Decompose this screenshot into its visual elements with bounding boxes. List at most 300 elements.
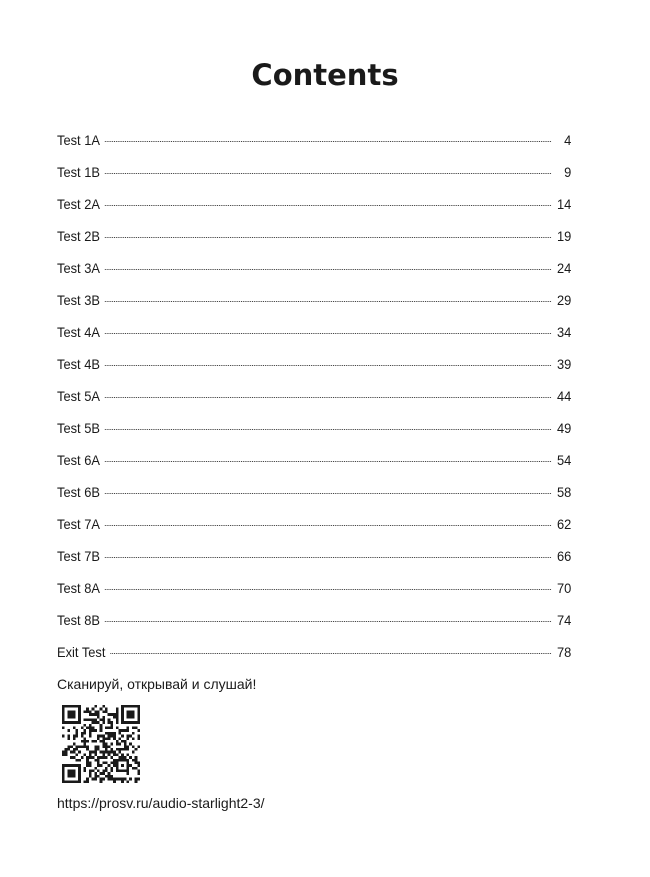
qr-module xyxy=(105,727,108,730)
dot-leader xyxy=(105,301,551,302)
qr-module xyxy=(84,753,87,756)
qr-module xyxy=(116,748,119,751)
qr-module xyxy=(89,724,92,727)
table-of-contents xyxy=(57,131,571,675)
qr-module xyxy=(78,751,81,754)
qr-module xyxy=(110,767,113,770)
qr-module xyxy=(127,713,130,716)
qr-module xyxy=(70,780,73,783)
qr-module xyxy=(105,751,108,754)
qr-module xyxy=(102,772,105,775)
qr-module xyxy=(110,713,113,716)
qr-module xyxy=(78,705,81,708)
qr-module xyxy=(92,729,95,732)
qr-module xyxy=(124,729,127,732)
qr-module xyxy=(137,713,140,716)
qr-module xyxy=(129,705,132,708)
qr-module xyxy=(70,772,73,775)
qr-module xyxy=(78,708,81,711)
toc-entry-label: Test 8A xyxy=(57,580,100,596)
qr-module xyxy=(102,770,105,773)
toc-entry-label: Exit Test xyxy=(57,644,106,660)
qr-module xyxy=(75,759,78,762)
toc-entry-label: Test 7B xyxy=(57,548,100,564)
qr-module xyxy=(100,727,103,730)
qr-module xyxy=(67,729,70,732)
qr-module xyxy=(78,767,81,770)
qr-module xyxy=(102,705,105,708)
qr-module xyxy=(127,721,130,724)
qr-module xyxy=(73,772,76,775)
qr-module xyxy=(118,759,121,762)
qr-module xyxy=(70,705,73,708)
qr-module xyxy=(81,756,84,759)
qr-module xyxy=(105,756,108,759)
qr-module xyxy=(73,727,76,730)
toc-entry-label: Test 1A xyxy=(57,132,100,148)
qr-module xyxy=(121,710,124,713)
qr-module xyxy=(89,729,92,732)
toc-entry[interactable] xyxy=(57,259,571,291)
qr-module xyxy=(65,764,68,767)
qr-module xyxy=(116,713,119,716)
qr-module xyxy=(89,756,92,759)
qr-module xyxy=(124,759,127,762)
qr-module xyxy=(113,732,116,735)
qr-module xyxy=(67,764,70,767)
qr-module xyxy=(127,780,130,783)
qr-module xyxy=(92,708,95,711)
toc-entry[interactable] xyxy=(57,483,571,515)
qr-module xyxy=(118,751,121,754)
qr-module xyxy=(102,778,105,781)
qr-module xyxy=(108,727,111,730)
qr-module xyxy=(86,756,89,759)
qr-module xyxy=(67,737,70,740)
qr-module xyxy=(132,737,135,740)
qr-module xyxy=(121,770,124,773)
qr-module xyxy=(110,721,113,724)
qr-module xyxy=(94,751,97,754)
qr-module xyxy=(100,718,103,721)
qr-module xyxy=(67,716,70,719)
qr-module xyxy=(65,721,68,724)
qr-module xyxy=(62,770,65,773)
toc-entry-label: Test 4B xyxy=(57,356,100,372)
qr-module xyxy=(78,718,81,721)
qr-module xyxy=(65,753,68,756)
qr-module xyxy=(86,780,89,783)
qr-module xyxy=(124,705,127,708)
qr-module xyxy=(108,775,111,778)
qr-module xyxy=(137,710,140,713)
qr-module xyxy=(65,751,68,754)
qr-module xyxy=(70,745,73,748)
qr-module xyxy=(108,745,111,748)
qr-module xyxy=(62,716,65,719)
qr-module xyxy=(137,708,140,711)
qr-module xyxy=(105,732,108,735)
qr-module xyxy=(116,770,119,773)
toc-entry-page: 14 xyxy=(556,196,572,212)
qr-module xyxy=(132,713,135,716)
dot-leader xyxy=(105,269,551,270)
dot-leader xyxy=(105,621,551,622)
qr-module xyxy=(67,770,70,773)
qr-module xyxy=(127,705,130,708)
qr-module xyxy=(73,751,76,754)
toc-entry[interactable] xyxy=(57,355,571,387)
qr-module xyxy=(73,705,76,708)
toc-entry[interactable] xyxy=(57,323,571,355)
qr-module xyxy=(108,772,111,775)
qr-module xyxy=(118,756,121,759)
toc-entry[interactable] xyxy=(57,163,571,195)
qr-module xyxy=(118,737,121,740)
qr-module xyxy=(67,748,70,751)
qr-module xyxy=(84,710,87,713)
qr-module xyxy=(78,775,81,778)
qr-module xyxy=(89,772,92,775)
qr-module xyxy=(84,724,87,727)
qr-module xyxy=(78,710,81,713)
qr-module xyxy=(100,735,103,738)
qr-module xyxy=(135,780,138,783)
qr-module xyxy=(137,729,140,732)
qr-module xyxy=(75,780,78,783)
audio-link[interactable]: https://prosv.ru/audio-starlight2-3/ xyxy=(57,795,265,811)
toc-entry-label: Test 2A xyxy=(57,196,100,212)
toc-entry[interactable] xyxy=(57,195,571,227)
toc-entry-label: Test 8B xyxy=(57,612,100,628)
toc-entry[interactable] xyxy=(57,579,571,611)
qr-module xyxy=(62,705,65,708)
qr-module xyxy=(110,775,113,778)
qr-module xyxy=(92,718,95,721)
qr-module xyxy=(113,713,116,716)
qr-module xyxy=(75,729,78,732)
qr-module xyxy=(94,745,97,748)
qr-module xyxy=(121,708,124,711)
qr-module xyxy=(108,721,111,724)
qr-module xyxy=(124,770,127,773)
qr-module xyxy=(84,780,87,783)
qr-module xyxy=(105,767,108,770)
qr-module xyxy=(100,780,103,783)
qr-module xyxy=(78,713,81,716)
qr-module xyxy=(110,735,113,738)
qr-module xyxy=(67,710,70,713)
qr-module xyxy=(89,764,92,767)
qr-module xyxy=(127,748,130,751)
qr-module xyxy=(100,772,103,775)
qr-module xyxy=(70,721,73,724)
qr-module xyxy=(62,764,65,767)
qr-module xyxy=(92,756,95,759)
dot-leader xyxy=(105,173,551,174)
qr-module xyxy=(81,735,84,738)
toc-entry-page: 62 xyxy=(556,516,572,532)
dot-leader xyxy=(105,429,551,430)
toc-entry-label: Test 7A xyxy=(57,516,100,532)
qr-module xyxy=(75,705,78,708)
qr-module xyxy=(129,721,132,724)
qr-module xyxy=(67,772,70,775)
toc-entry-page: 66 xyxy=(556,548,572,564)
qr-module xyxy=(89,775,92,778)
toc-entry[interactable] xyxy=(57,387,571,419)
qr-module xyxy=(78,770,81,773)
qr-module xyxy=(92,721,95,724)
qr-module xyxy=(105,708,108,711)
qr-module xyxy=(86,748,89,751)
qr-module xyxy=(127,729,130,732)
qr-module xyxy=(89,727,92,730)
qr-module xyxy=(129,756,132,759)
qr-module xyxy=(78,778,81,781)
qr-module xyxy=(121,748,124,751)
qr-module xyxy=(124,745,127,748)
toc-entry[interactable] xyxy=(57,547,571,579)
dot-leader xyxy=(105,237,551,238)
qr-module xyxy=(110,756,113,759)
qr-module xyxy=(121,735,124,738)
qr-module xyxy=(105,748,108,751)
qr-module xyxy=(94,710,97,713)
qr-module xyxy=(127,710,130,713)
qr-module xyxy=(97,737,100,740)
qr-module xyxy=(70,710,73,713)
toc-entry-label: Test 1B xyxy=(57,164,100,180)
page-title: Contents xyxy=(251,58,399,92)
qr-module xyxy=(84,740,87,743)
qr-module xyxy=(116,761,119,764)
qr-module xyxy=(116,743,119,746)
qr-module xyxy=(78,764,81,767)
toc-entry-page: 9 xyxy=(564,164,572,180)
qr-module xyxy=(132,751,135,754)
toc-entry[interactable] xyxy=(57,611,571,643)
qr-module xyxy=(97,716,100,719)
qr-module xyxy=(94,705,97,708)
qr-module xyxy=(92,751,95,754)
qr-module xyxy=(65,705,68,708)
dot-leader xyxy=(105,557,551,558)
qr-module xyxy=(89,753,92,756)
qr-module xyxy=(67,713,70,716)
qr-module xyxy=(70,775,73,778)
qr-module xyxy=(100,764,103,767)
qr-module xyxy=(135,761,138,764)
qr-module xyxy=(94,767,97,770)
qr-module xyxy=(121,764,124,767)
qr-module xyxy=(108,764,111,767)
qr-module xyxy=(97,721,100,724)
qr-module xyxy=(75,748,78,751)
qr-module xyxy=(121,753,124,756)
qr-module xyxy=(75,745,78,748)
qr-module xyxy=(89,718,92,721)
scan-caption: Сканируй, открывай и слушай! xyxy=(57,676,257,692)
qr-module xyxy=(129,713,132,716)
qr-module xyxy=(121,705,124,708)
qr-module xyxy=(94,721,97,724)
qr-module xyxy=(97,735,100,738)
qr-module xyxy=(97,764,100,767)
dot-leader xyxy=(105,205,551,206)
qr-module xyxy=(62,710,65,713)
qr-module xyxy=(129,710,132,713)
toc-entry-label: Test 5B xyxy=(57,420,100,436)
qr-module xyxy=(116,708,119,711)
qr-module xyxy=(94,778,97,781)
qr-module xyxy=(102,721,105,724)
qr-module xyxy=(105,737,108,740)
qr-module xyxy=(62,775,65,778)
qr-module xyxy=(62,780,65,783)
toc-entry-page: 70 xyxy=(556,580,572,596)
qr-module xyxy=(73,770,76,773)
toc-entry[interactable] xyxy=(57,515,571,547)
dot-leader xyxy=(105,525,551,526)
qr-module xyxy=(137,735,140,738)
qr-module xyxy=(62,735,65,738)
qr-module xyxy=(89,751,92,754)
qr-module xyxy=(78,745,81,748)
qr-module xyxy=(73,716,76,719)
qr-module xyxy=(86,708,89,711)
qr-module xyxy=(116,759,119,762)
toc-entry[interactable] xyxy=(57,291,571,323)
qr-module xyxy=(81,745,84,748)
qr-module xyxy=(100,724,103,727)
qr-module xyxy=(135,721,138,724)
qr-module xyxy=(89,732,92,735)
qr-module xyxy=(127,745,130,748)
qr-module xyxy=(89,770,92,773)
qr-module xyxy=(110,727,113,730)
qr-module xyxy=(127,764,130,767)
toc-entry-page: 78 xyxy=(556,644,572,660)
qr-module xyxy=(92,713,95,716)
qr-module xyxy=(94,740,97,743)
toc-entry[interactable] xyxy=(57,451,571,483)
qr-module xyxy=(73,775,76,778)
qr-module xyxy=(127,716,130,719)
qr-module xyxy=(113,759,116,762)
qr-module xyxy=(86,764,89,767)
qr-module xyxy=(121,718,124,721)
qr-module xyxy=(62,751,65,754)
qr-module xyxy=(116,718,119,721)
qr-module xyxy=(118,770,121,773)
qr-module xyxy=(110,748,113,751)
qr-module xyxy=(116,753,119,756)
qr-module xyxy=(100,740,103,743)
qr-module xyxy=(137,745,140,748)
qr-module xyxy=(108,732,111,735)
qr-module xyxy=(75,735,78,738)
toc-entry-label: Test 3A xyxy=(57,260,100,276)
qr-module xyxy=(132,716,135,719)
qr-module xyxy=(121,756,124,759)
qr-module xyxy=(116,727,119,730)
qr-module xyxy=(121,759,124,762)
qr-module xyxy=(102,751,105,754)
qr-module xyxy=(127,735,130,738)
qr-module xyxy=(132,767,135,770)
qr-module xyxy=(105,775,108,778)
qr-module xyxy=(89,710,92,713)
qr-module xyxy=(121,740,124,743)
qr-module xyxy=(113,735,116,738)
qr-module xyxy=(135,756,138,759)
dot-leader xyxy=(105,333,551,334)
qr-module xyxy=(110,724,113,727)
qr-module xyxy=(121,780,124,783)
qr-module xyxy=(116,721,119,724)
toc-entry[interactable] xyxy=(57,227,571,259)
qr-module xyxy=(129,716,132,719)
qr-module xyxy=(137,721,140,724)
qr-module xyxy=(127,770,130,773)
qr-module xyxy=(73,713,76,716)
qr-module xyxy=(137,716,140,719)
qr-module xyxy=(65,748,68,751)
qr-module xyxy=(97,756,100,759)
qr-module xyxy=(92,778,95,781)
qr-module xyxy=(86,761,89,764)
dot-leader xyxy=(105,397,551,398)
toc-entry[interactable] xyxy=(57,643,571,675)
qr-module xyxy=(102,745,105,748)
qr-module xyxy=(70,756,73,759)
qr-module xyxy=(73,756,76,759)
qr-module xyxy=(100,751,103,754)
qr-module xyxy=(94,759,97,762)
qr-module xyxy=(116,767,119,770)
qr-module xyxy=(108,778,111,781)
qr-code-icon[interactable] xyxy=(62,705,140,783)
dot-leader xyxy=(105,589,551,590)
qr-module xyxy=(62,721,65,724)
qr-module xyxy=(102,743,105,746)
qr-module xyxy=(73,764,76,767)
qr-module xyxy=(86,718,89,721)
qr-module xyxy=(97,710,100,713)
qr-module xyxy=(97,713,100,716)
qr-module xyxy=(137,764,140,767)
qr-module xyxy=(94,729,97,732)
qr-module xyxy=(113,753,116,756)
qr-module xyxy=(108,713,111,716)
qr-module xyxy=(135,727,138,730)
qr-module xyxy=(73,721,76,724)
toc-entry[interactable] xyxy=(57,131,571,163)
qr-module xyxy=(78,780,81,783)
qr-module xyxy=(62,772,65,775)
qr-module xyxy=(113,716,116,719)
qr-module xyxy=(86,778,89,781)
qr-module xyxy=(102,761,105,764)
qr-module xyxy=(97,745,100,748)
toc-entry-page: 49 xyxy=(556,420,572,436)
qr-module xyxy=(86,727,89,730)
qr-module xyxy=(84,770,87,773)
qr-module xyxy=(94,748,97,751)
qr-module xyxy=(70,764,73,767)
toc-entry[interactable] xyxy=(57,419,571,451)
